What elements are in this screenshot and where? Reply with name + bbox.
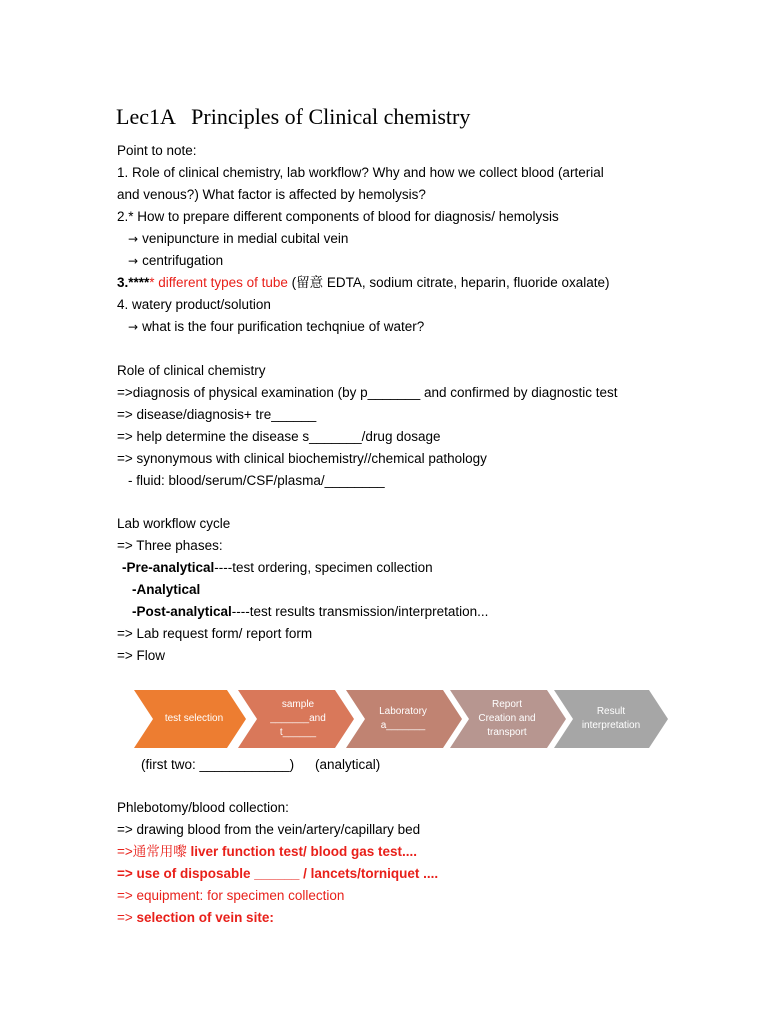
workflow-flow-diagram: [134, 690, 674, 750]
phlebotomy-line-2: =>通常用嚟 liver function test/ blood gas test....: [117, 844, 418, 859]
flow-step-5-label: Result interpretation: [581, 706, 641, 731]
role-heading: Role of clinical chemistry: [117, 363, 266, 378]
point-4: 4. watery product/solution: [117, 297, 271, 312]
flow-caption-second: (analytical): [315, 757, 381, 772]
phlebotomy-line-1: => drawing blood from the vein/artery/capillary bed: [117, 822, 421, 837]
point-2-sub-1: → venipuncture in medial cubital vein: [128, 231, 349, 246]
workflow-post-analytical: -Post-analytical----test results transmission/interpretation...: [132, 604, 489, 619]
phlebotomy-line-3: => use of disposable ______ / lancets/torniquet ....: [117, 866, 439, 881]
flow-step-2-label: sample _______and t______: [270, 699, 326, 738]
point-3: 3.***** different types of tube (留意 EDTA, sodium citrate, heparin, fluoride oxalate): [117, 275, 610, 290]
workflow-line-5: => Lab request form/ report form: [117, 626, 313, 641]
role-line-2: => disease/diagnosis+ tre______: [117, 407, 317, 422]
point-1-line-1: 1. Role of clinical chemistry, lab workflow? Why and how we collect blood (arterial: [117, 165, 604, 180]
flow-step-4-label: Report Creation and transport: [478, 699, 536, 738]
flow-step-3-label: Laboratory a_______: [379, 706, 427, 731]
point-2-sub-2: → centrifugation: [128, 253, 224, 268]
arrow-right-icon: →: [128, 254, 139, 268]
role-line-4: => synonymous with clinical biochemistry//chemical pathology: [117, 451, 487, 466]
point-4-sub-1: → what is the four purification techqniue of water?: [128, 319, 425, 334]
workflow-heading: Lab workflow cycle: [117, 516, 231, 531]
document-title: Lec1A Principles of Clinical chemistry: [116, 104, 471, 129]
workflow-line-1: => Three phases:: [117, 538, 223, 553]
point-1-line-2: and venous?) What factor is affected by hemolysis?: [117, 187, 426, 202]
workflow-analytical: -Analytical: [132, 582, 201, 597]
point-3-highlight: * different types of tube: [149, 275, 288, 290]
arrow-right-icon: →: [128, 232, 139, 246]
phlebotomy-line-5: => selection of vein site:: [117, 910, 274, 925]
arrow-right-icon: →: [128, 320, 139, 334]
role-line-3: => help determine the disease s_______/drug dosage: [117, 429, 441, 444]
workflow-line-6: => Flow: [117, 648, 166, 663]
role-line-5: - fluid: blood/serum/CSF/plasma/________: [128, 473, 385, 488]
workflow-pre-analytical: -Pre-analytical----test ordering, specimen collection: [122, 560, 433, 575]
flow-step-1-label: test selection: [164, 713, 224, 724]
flow-caption-first: (first two: ____________): [141, 757, 295, 772]
role-line-1: =>diagnosis of physical examination (by p_______ and confirmed by diagnostic test: [117, 385, 618, 400]
phlebotomy-line-4: => equipment: for specimen collection: [117, 888, 345, 903]
phlebotomy-heading: Phlebotomy/blood collection:: [117, 800, 289, 815]
point-2: 2.* How to prepare different components of blood for diagnosis/ hemolysis: [117, 209, 559, 224]
points-heading: Point to note:: [117, 143, 197, 158]
